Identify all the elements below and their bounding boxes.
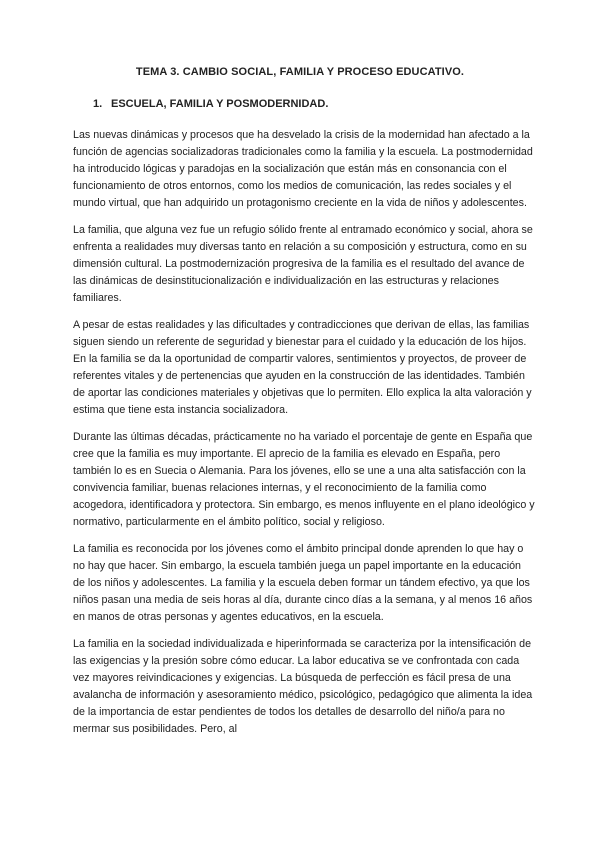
paragraph: La familia es reconocida por los jóvenes como el ámbito principal donde aprenden lo que hay o no hay que hacer. Sin embargo, la escuela también juega un papel importante en la educación de los niños y adolescentes. La familia y la escuela deben formar un tándem efectivo, ya que los niños pasan una media de seis horas al día, durante cinco días a la semana, y al menos 16 años en manos de otras personas y agentes educativos, en la escuela. bbox=[73, 543, 533, 623]
document-title: TEMA 3. CAMBIO SOCIAL, FAMILIA Y PROCESO EDUCATIVO. bbox=[135, 66, 465, 78]
paragraph: La familia en la sociedad individualizada e hiperinformada se caracteriza por la intensificación de las exigencias y la presión sobre cómo educar. La labor educativa se ve confrontada con cada vez mayores reivindicaciones y exigencias. La búsqueda de perfección es fácil presa de una avalancha de información y asesoramiento médico, psicológico, pedagógico que alimenta la idea de la importancia de estar pendientes de todos los detalles de desarrollo del niño/a para no mermar sus posibilidades. Pero, al bbox=[73, 638, 533, 735]
paragraph: Durante las últimas décadas, prácticamente no ha variado el porcentaje de gente en España que cree que la familia es muy importante. El aprecio de la familia es elevado en España, pero también lo es en Suecia o Alemania. Para los jóvenes, ello se une a una alta satisfacción con la convivencia familiar, buenas relaciones internas, y el reconocimiento de la familia como acogedora, identificadora y protectora. Sin embargo, es menos influyente en el plano ideológico y normativo, particularmente en el ámbito político, social y religioso. bbox=[73, 431, 535, 528]
section-title: ESCUELA, FAMILIA Y POSMODERNIDAD. bbox=[111, 98, 329, 110]
section-heading bbox=[93, 98, 328, 110]
paragraph: La familia, que alguna vez fue un refugio sólido frente al entramado económico y social, ahora se enfrenta a realidades muy diversas tanto en relación a su composición y estructura, como en su dimensión cultural. La postmodernización progresiva de la familia es el resultado del avance de las dinámicas de desinstitucionalización e individualización en las estructuras y relaciones familiares. bbox=[73, 224, 533, 304]
paragraph: Las nuevas dinámicas y procesos que ha desvelado la crisis de la modernidad han afectado a la función de agencias socializadoras tradicionales como la familia y la escuela. La postmodernidad ha introducido lógicas y paradojas en la socialización que están más en consonancia con el funcionamiento de otros entornos, como los medios de comunicación, las redes sociales y el mundo virtual, que han adquirido un protagonismo creciente en la vida de niños y adolescentes. bbox=[73, 129, 533, 209]
section-number: 1. bbox=[93, 98, 103, 110]
document-body bbox=[73, 127, 535, 748]
paragraph: A pesar de estas realidades y las dificultades y contradicciones que derivan de ellas, las familias siguen siendo un referente de seguridad y bienestar para el cuidado y la educación de los hijos. En la familia se da la oportunidad de compartir valores, sentimientos y proyectos, de proveer de referentes vitales y de pertenencias que ayuden en la construcción de las identidades. También de aportar las condiciones materiales y objetivas que lo permiten. Ello explica la alta valoración y estima que tiene esta instancia socializadora. bbox=[73, 319, 532, 416]
